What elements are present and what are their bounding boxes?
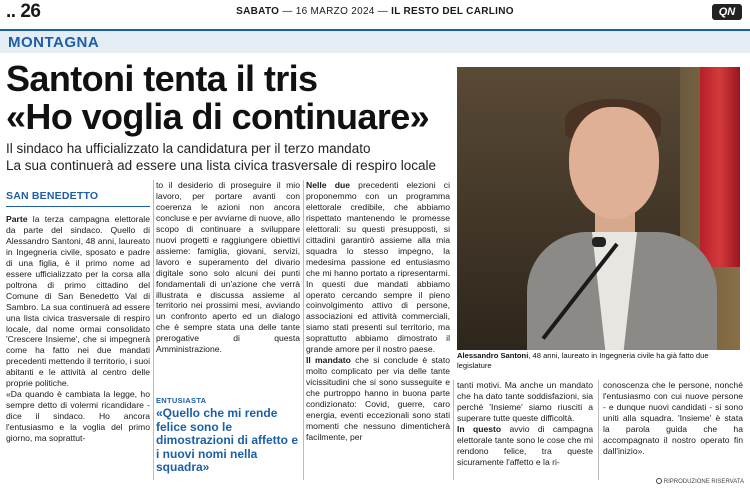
date-line: SABATO — 16 MARZO 2024 — IL RESTO DEL CARLINO <box>236 6 514 17</box>
column-divider <box>303 180 304 480</box>
pull-quote-label: ENTUSIASTA <box>156 396 207 405</box>
subhead-line-2: La sua continuerà ad essere una lista civica trasversale di respiro locale <box>6 158 436 173</box>
column-5 <box>603 380 743 457</box>
column-4 <box>457 380 593 468</box>
caption-name: Alessandro Santoni <box>457 351 529 360</box>
subheadline <box>6 140 451 174</box>
col3-paragraph-1: Nelle due precedenti elezioni ci proponemmo con un programma elettorale credibile, che abbiamo rispettato mantenendo le promesse elettorali: su questi presupposti, si cittadini garantirò assieme alla mia squadra lo stesso impegno, la medesima passione ed entusiasmo che mi hanno portato a ripresentarmi. In questi due mandati abbiamo operato cercando sempre il pieno coinvolgimento attivo di persone, associazioni ed attività commerciali, siamo stati presenti sul territorio, ma soprattutto abbiamo dimostrato il grande amore per il nostro paese. <box>306 180 450 355</box>
qn-logo: QN <box>712 4 742 20</box>
photo-caption <box>457 351 743 371</box>
article-photo <box>457 67 740 350</box>
headline-line-1: Santoni tenta il tris <box>6 58 318 99</box>
portrait-head <box>569 107 659 219</box>
column-divider <box>153 180 154 480</box>
col1-lead: Parte <box>6 214 28 224</box>
headline <box>6 60 451 136</box>
flag-graphic <box>700 67 740 267</box>
headline-line-2: «Ho voglia di continuare» <box>6 96 430 137</box>
col4-paragraph-2: In questo avvio di campagna elettorale tante sono le cose che mi rendono felice, tra queste sicuramente l'affetto e la ri- <box>457 423 593 467</box>
col5-paragraph: conoscenza che le persone, nonché l'entusiasmo con cui nuove persone - e dunque nuovi candidati - si sono uniti alla squadra. 'Insieme' è stata la parola guida che ha accompagnato il nostro operato fin dall'inizio». <box>603 380 743 456</box>
page-header <box>0 0 750 26</box>
page-number: .. 26 <box>6 1 41 22</box>
section-band <box>0 29 750 53</box>
col3-paragraph-2: Il mandato che si conclude è stato molto complicato per via delle tante vicissitudini che si sono susseguite e che purtroppo hanno in buona parte condizionato: Covid, guerre, caro energia, eventi eccezionali sono stati momenti che nessuno dimenticherà facilmente, per <box>306 355 450 442</box>
subhead-line-1: Il sindaco ha ufficializzato la candidatura per il terzo mandato <box>6 141 371 156</box>
pull-quote: «Quello che mi rende felice sono le dimostrazioni di affetto e i nuovi nomi nella squadra» <box>156 406 299 474</box>
copyright-icon <box>656 478 662 484</box>
day-label: SABATO <box>236 6 280 17</box>
section-label: MONTAGNA <box>8 34 100 51</box>
date-label: 16 MARZO 2024 <box>295 6 375 17</box>
col1-quote: «Da quando è cambiata la legge, ho sempre detto di volermi ricandidare - dice il sindaco. Ho ancora l'entusiasmo e la voglia del primo giorno, ma soprattut- <box>6 389 150 444</box>
caption-text: , 48 anni, laureato in Ingegneria civile ha già fatto due legislature <box>457 351 709 370</box>
col4-paragraph-1: tanti motivi. Ma anche un mandato che ha dato tante soddisfazioni, sia perché 'Insieme' siamo riusciti a superare tutte queste difficoltà. <box>457 380 593 423</box>
column-3 <box>306 180 450 443</box>
column-1 <box>6 214 150 444</box>
col2-paragraph: to il desiderio di proseguire il mio lavoro, per portare avanti con coerenza le azioni non ancora concluse e per avviarne di nuove, allo scopo di continuare a sviluppare nuovi progetti e raggiungere obiettivi assieme: famiglia, giovani, servizi, lavoro e superamento del divario digitale sono solo alcuni dei punti fondamentali di un'azione che verrà illustrata e discussa assieme al territorio nei prossimi mesi, avviando un confronto aperto ed un dialogo che è sempre stata una delle tante prerogative di questa Amministrazione. <box>156 180 300 355</box>
column-divider <box>598 380 599 480</box>
copyright-notice: RIPRODUZIONE RISERVATA <box>656 478 744 485</box>
column-divider <box>453 380 454 480</box>
newspaper-name: IL RESTO DEL CARLINO <box>391 6 514 17</box>
column-2 <box>156 180 300 355</box>
col1-paragraph: Parte la terza campagna elettorale da parte del sindaco. Quello di Alessandro Santoni, 48 anni, laureato in Ingegneria civile, sposato e padre di una figlia, è il primo nome ad essere ufficializzato per la corsa alla poltrona di primo cittadino del Comune di San Benedetto Val di Sambro. La sua continuerà ad essere una lista civica trasversale di respiro locale, dal nome ormai consolidato 'Crescere Insieme', che si impegnerà come ha fatto nei due mandati precedenti mettendo il territorio, i suoi abitanti e le attività al centro delle proprie politiche. <box>6 214 150 389</box>
location-label: SAN BENEDETTO <box>6 190 99 202</box>
location-rule <box>6 206 150 207</box>
